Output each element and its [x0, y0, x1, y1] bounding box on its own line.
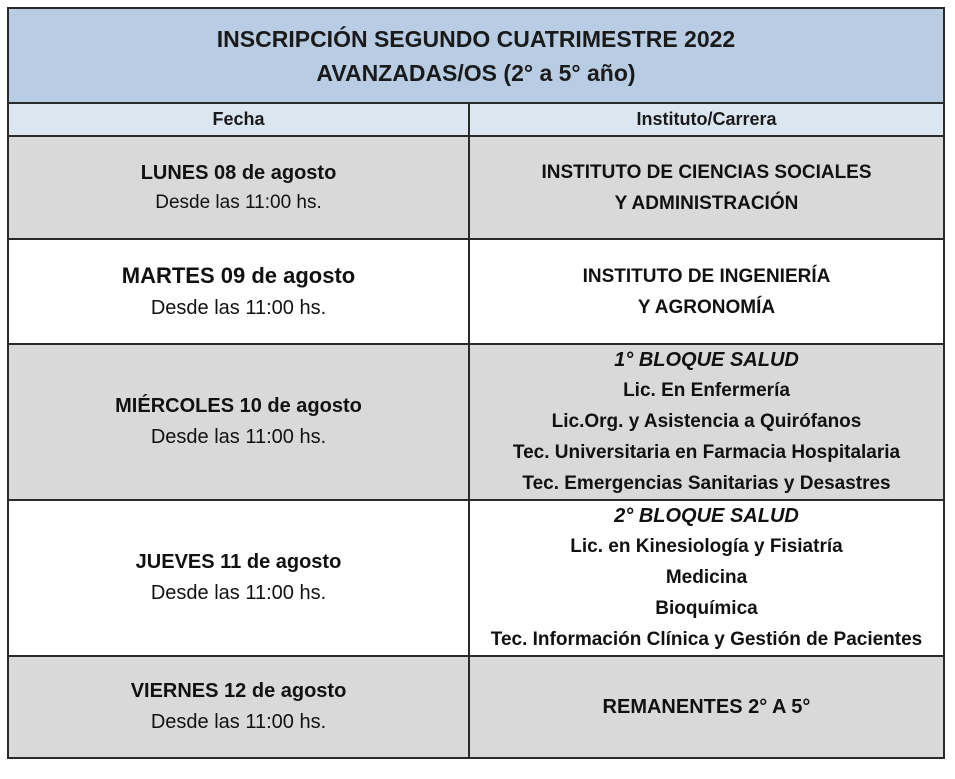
date-cell	[8, 344, 469, 500]
institute-cell	[469, 656, 944, 758]
institute-cell	[469, 136, 944, 239]
career-line: Tec. Universitaria en Farmacia Hospitalaria	[512, 442, 901, 463]
remanentes-label: REMANENTES 2° A 5°	[602, 695, 811, 718]
time-label: Desde las 11:00 hs.	[150, 582, 327, 604]
institute-cell	[469, 500, 944, 656]
career-line: Bioquímica	[655, 598, 758, 619]
day-label: JUEVES 11 de agosto	[135, 551, 342, 573]
title-cell	[8, 8, 944, 103]
date-cell	[8, 656, 469, 758]
table-row	[8, 344, 944, 500]
time-label: Desde las 11:00 hs.	[150, 426, 327, 448]
institute-line: INSTITUTO DE CIENCIAS SOCIALES	[541, 161, 872, 183]
date-cell	[8, 136, 469, 239]
career-line: Lic. en Kinesiología y Fisiatría	[570, 536, 843, 557]
header-fecha: Fecha	[8, 103, 469, 136]
career-line: Medicina	[665, 567, 748, 588]
bloque-heading: 2° BLOQUE SALUD	[614, 505, 799, 527]
title-line-2: AVANZADAS/OS (2° a 5° año)	[316, 59, 636, 86]
time-label: Desde las 11:00 hs.	[155, 191, 322, 213]
institute-line: Y ADMINISTRACIÓN	[614, 192, 799, 214]
table-row	[8, 500, 944, 656]
table-row	[8, 656, 944, 758]
career-line: Lic. En Enfermería	[623, 380, 790, 401]
header-instituto: Instituto/Carrera	[469, 103, 944, 136]
institute-cell	[469, 239, 944, 344]
day-label: LUNES 08 de agosto	[140, 161, 337, 184]
institute-line: Y AGRONOMÍA	[637, 296, 776, 318]
day-label: MIÉRCOLES 10 de agosto	[115, 395, 362, 417]
time-label: Desde las 11:00 hs.	[150, 296, 327, 319]
date-cell	[8, 500, 469, 656]
institute-cell	[469, 344, 944, 500]
day-label: MARTES 09 de agosto	[121, 262, 356, 288]
time-label: Desde las 11:00 hs.	[150, 711, 327, 733]
career-line: Tec. Información Clínica y Gestión de Pacientes	[490, 629, 923, 650]
enrollment-schedule-table	[7, 7, 945, 759]
institute-line: INSTITUTO DE INGENIERÍA	[582, 265, 831, 287]
table-row	[8, 136, 944, 239]
title-line-1: INSCRIPCIÓN SEGUNDO CUATRIMESTRE 2022	[216, 25, 736, 52]
date-cell	[8, 239, 469, 344]
day-label: VIERNES 12 de agosto	[130, 680, 347, 702]
table-row	[8, 239, 944, 344]
bloque-heading: 1° BLOQUE SALUD	[614, 349, 799, 371]
career-line: Lic.Org. y Asistencia a Quirófanos	[551, 411, 862, 432]
career-line: Tec. Emergencias Sanitarias y Desastres	[522, 473, 891, 494]
